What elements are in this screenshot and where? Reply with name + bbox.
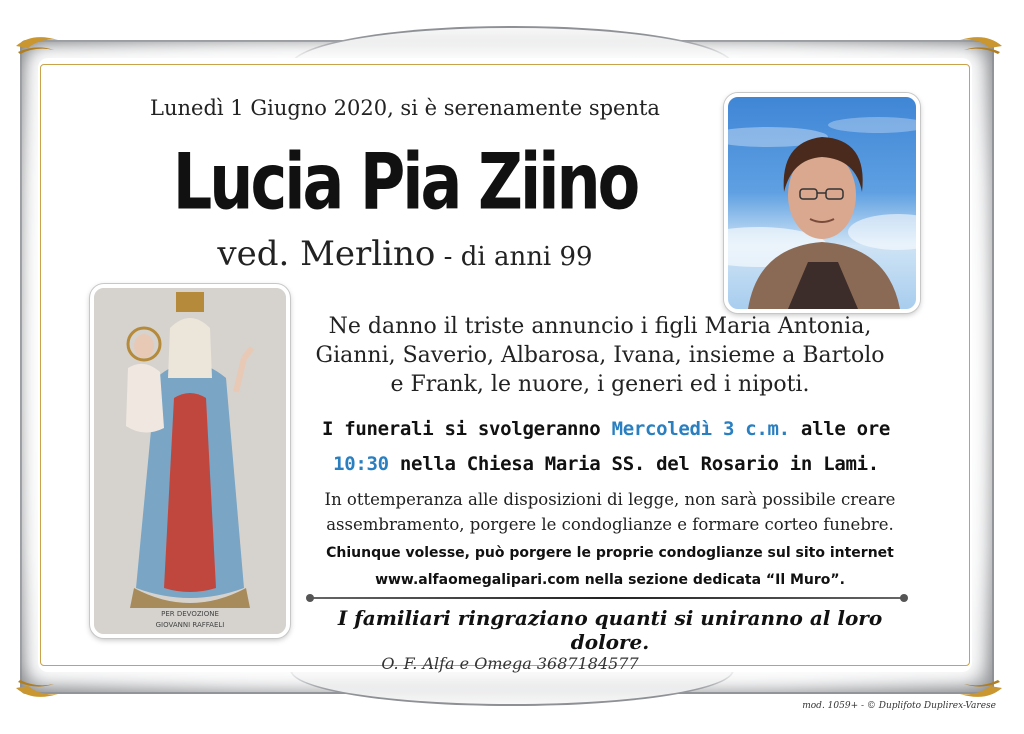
announcement-line: Ne danno il triste annuncio i figli Maria Antonia, (328, 314, 872, 339)
announcement-line: e Frank, le nuore, i generi ed i nipoti. (390, 372, 810, 397)
frame-bottom-arch (290, 668, 734, 706)
rules-line: assembramento, porgere le condoglianze e formare corteo funebre. (326, 515, 894, 534)
funeral-date: Mercoledì 3 c.m. (611, 418, 790, 440)
family-announcement (300, 312, 900, 399)
announcement-line: Gianni, Saverio, Albarosa, Ivana, insieme a Bartolo (315, 343, 885, 368)
covid-rules-notice (300, 487, 920, 537)
funeral-line (296, 412, 916, 447)
statue-caption-line2: GIOVANNI RAFFAELI (155, 621, 225, 629)
funeral-text: alle ore (789, 418, 891, 440)
portrait-photo (724, 93, 920, 313)
portrait-image (728, 97, 916, 309)
age: - di anni 99 (435, 242, 593, 272)
death-announcement-intro: Lunedì 1 Giugno 2020, si è serenamente spenta (150, 96, 660, 120)
funeral-line (296, 447, 916, 482)
widow-of: ved. Merlino (217, 234, 436, 274)
funeral-text: I funerali si svolgeranno (321, 418, 612, 440)
gold-leaf-icon (14, 32, 60, 54)
deceased-name: Lucia Pia Ziino (172, 136, 638, 228)
gold-leaf-icon (14, 680, 60, 702)
madonna-statue-image (90, 284, 290, 638)
family-thanks: I familiari ringraziano quanti si uniranno al loro dolore. (337, 606, 883, 654)
gold-leaf-icon (958, 680, 1004, 702)
funeral-place: nella Chiesa Maria SS. del Rosario in Lami. (388, 453, 879, 475)
funeral-details (296, 412, 916, 482)
rules-line: In ottemperanza alle disposizioni di legge, non sarà possibile creare (324, 490, 896, 509)
funeral-time: 10:30 (333, 453, 389, 475)
online-website-line: www.alfaomegalipari.com nella sezione dedicata “Il Muro”. (375, 572, 845, 588)
online-line: Chiunque volesse, può porgere le proprie condoglianze sul sito internet (326, 545, 894, 561)
funeral-agency: O. F. Alfa e Omega 3687184577 (381, 654, 639, 673)
print-model-credit: mod. 1059+ - © Duplifoto Duplirex-Varese (802, 701, 996, 711)
statue-caption-line1: PER DEVOZIONE (161, 610, 219, 618)
statue-picture (94, 288, 286, 634)
online-condolences (300, 540, 920, 594)
divider-line (310, 597, 904, 599)
deceased-subtitle (80, 234, 730, 274)
gold-leaf-icon (958, 32, 1004, 54)
